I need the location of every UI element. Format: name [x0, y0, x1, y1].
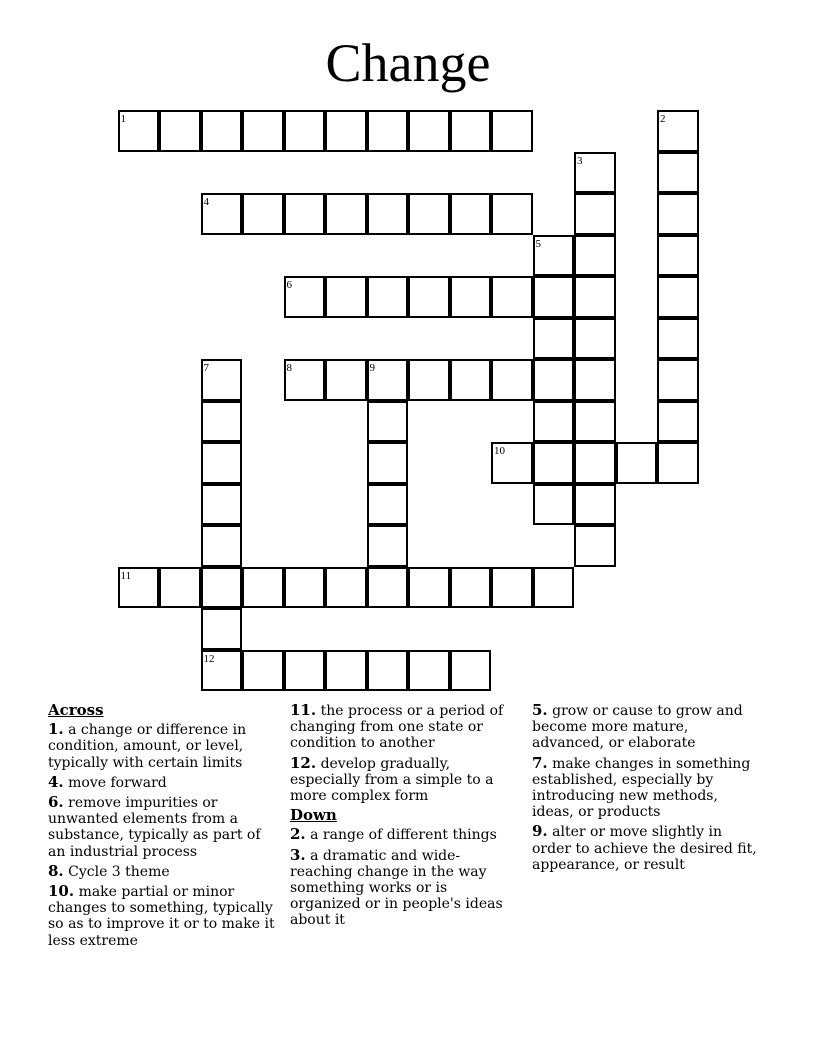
grid-cell[interactable] [574, 193, 616, 235]
clue-text: the process or a period of changing from one state or condition to another [290, 703, 504, 752]
grid-cell[interactable] [367, 276, 409, 318]
clue-text: move forward [68, 774, 167, 791]
grid-cell[interactable] [574, 318, 616, 360]
clue-number-label: 12 [203, 652, 215, 665]
grid-cell[interactable] [201, 608, 243, 650]
grid-cell[interactable] [367, 110, 409, 152]
puzzle-title: Change [325, 33, 491, 93]
grid-cell[interactable] [284, 567, 326, 609]
clue-text: grow or cause to grow and become more mature, advanced, or elaborate [532, 703, 743, 752]
grid-cell[interactable] [325, 193, 367, 235]
clue-down-7 [532, 755, 764, 821]
grid-cell[interactable] [574, 525, 616, 567]
grid-cell[interactable] [201, 650, 243, 692]
grid-cell[interactable] [657, 152, 699, 194]
clue-number-label: 6 [286, 279, 292, 291]
grid-cell[interactable] [408, 359, 450, 401]
grid-cell[interactable] [657, 442, 699, 484]
grid-cell[interactable] [491, 359, 533, 401]
grid-cell[interactable] [491, 110, 533, 152]
grid-cell[interactable] [657, 318, 699, 360]
grid-cell[interactable] [118, 110, 160, 152]
grid-cell[interactable] [201, 442, 243, 484]
grid-cell[interactable] [284, 650, 326, 692]
grid-cell[interactable] [574, 401, 616, 443]
grid-cell[interactable] [201, 567, 243, 609]
grid-cell[interactable] [367, 567, 409, 609]
clue-number-label: 5 [535, 237, 541, 250]
clue-number: 4. [48, 772, 64, 791]
grid-cell[interactable] [533, 401, 575, 443]
clue-number-label: 2 [660, 113, 666, 125]
clue-text: develop gradually, especially from a simple to a more complex form [290, 755, 494, 805]
grid-cell[interactable] [450, 359, 492, 401]
grid-cell[interactable] [408, 110, 450, 152]
clue-across-11 [290, 702, 522, 752]
grid-cell[interactable] [242, 193, 284, 235]
clue-across-8 [48, 863, 280, 880]
grid-cell[interactable] [450, 567, 492, 609]
clues-column-3 [532, 702, 764, 876]
grid-cell[interactable] [325, 650, 367, 692]
clue-number: 12. [290, 753, 317, 772]
clue-text: a change or difference in condition, amount, or level, typically with certain limits [48, 722, 247, 771]
grid-cell[interactable] [159, 567, 201, 609]
grid-cell[interactable] [325, 567, 367, 609]
clue-text: alter or move slightly in order to achieve the desired fit, appearance, or result [532, 824, 757, 873]
grid-cell[interactable] [657, 359, 699, 401]
grid-cell[interactable] [450, 110, 492, 152]
clue-text: remove impurities or unwanted elements from a substance, typically as part of an industrial process [48, 795, 261, 860]
clue-number-label: 11 [120, 569, 132, 582]
clue-number: 6. [48, 793, 64, 812]
grid-cell[interactable] [533, 442, 575, 484]
grid-cell[interactable] [533, 484, 575, 526]
clue-number-label: 7 [203, 362, 209, 374]
clue-across-10 [48, 883, 280, 949]
clue-down-9 [532, 823, 764, 873]
clue-text: a range of different things [310, 827, 497, 844]
clue-down-5 [532, 702, 764, 752]
grid-cell[interactable] [284, 110, 326, 152]
grid-cell[interactable] [284, 359, 326, 401]
clue-text: make changes in something established, especially by introducing new methods, ideas, or products [532, 755, 751, 821]
clue-number-label: 3 [577, 154, 583, 167]
grid-cell[interactable] [284, 276, 326, 318]
grid-cell[interactable] [201, 401, 243, 443]
clue-number: 5. [532, 701, 548, 719]
clue-text: a dramatic and wide-reaching change in the way something works or is organized or in people's ideas about it [290, 847, 503, 929]
clue-text: make partial or minor changes to something, typically so as to improve it or to make it less extreme [48, 884, 275, 949]
grid-cell[interactable] [657, 276, 699, 318]
grid-cell[interactable] [367, 442, 409, 484]
grid-cell[interactable] [450, 276, 492, 318]
grid-cell[interactable] [242, 567, 284, 609]
grid-cell[interactable] [284, 193, 326, 235]
grid-cell[interactable] [367, 525, 409, 567]
grid-cell[interactable] [657, 235, 699, 277]
clue-number: 11. [290, 701, 317, 719]
grid-cell[interactable] [408, 193, 450, 235]
clue-number: 9. [532, 822, 548, 841]
grid-cell[interactable] [367, 484, 409, 526]
clue-across-1 [48, 721, 280, 771]
grid-cell[interactable] [491, 193, 533, 235]
grid-cell[interactable] [201, 110, 243, 152]
clue-number: 7. [532, 753, 548, 772]
grid-cell[interactable] [367, 359, 409, 401]
grid-cell[interactable] [533, 235, 575, 277]
grid-cell[interactable] [533, 318, 575, 360]
grid-cell[interactable] [408, 276, 450, 318]
grid-cell[interactable] [574, 484, 616, 526]
grid-cell[interactable] [574, 276, 616, 318]
grid-cell[interactable] [574, 359, 616, 401]
across-heading: Across [48, 701, 104, 719]
clue-number-label: 10 [494, 445, 505, 457]
grid-cell[interactable] [491, 276, 533, 318]
clue-down-2 [290, 826, 522, 843]
clue-down-3 [290, 847, 522, 929]
clue-across-4 [48, 774, 280, 791]
grid-cell[interactable] [657, 193, 699, 235]
clue-number: 8. [48, 861, 64, 880]
clue-number-label: 8 [286, 362, 292, 374]
grid-cell[interactable] [533, 276, 575, 318]
grid-cell[interactable] [574, 152, 616, 194]
down-heading: Down [290, 806, 337, 825]
grid-cell[interactable] [574, 235, 616, 277]
grid-cell[interactable] [450, 650, 492, 692]
grid-cell[interactable] [201, 525, 243, 567]
grid-cell[interactable] [159, 110, 201, 152]
grid-cell[interactable] [491, 567, 533, 609]
clue-number: 1. [48, 720, 64, 739]
clue-number-label: 1 [120, 113, 126, 125]
grid-cell[interactable] [533, 359, 575, 401]
grid-cell[interactable] [201, 484, 243, 526]
grid-cell[interactable] [408, 650, 450, 692]
grid-cell[interactable] [657, 401, 699, 443]
grid-cell[interactable] [367, 193, 409, 235]
grid-cell[interactable] [325, 110, 367, 152]
grid-cell[interactable] [201, 193, 243, 235]
grid-cell[interactable] [118, 567, 160, 609]
clue-text: Cycle 3 theme [68, 863, 170, 880]
grid-cell[interactable] [408, 567, 450, 609]
grid-cell[interactable] [325, 359, 367, 401]
grid-cell[interactable] [367, 650, 409, 692]
clue-number-label: 4 [203, 196, 209, 208]
grid-cell[interactable] [574, 442, 616, 484]
clue-number: 2. [290, 825, 306, 844]
grid-cell[interactable] [242, 650, 284, 692]
grid-cell[interactable] [533, 567, 575, 609]
grid-cell[interactable] [491, 442, 533, 484]
clue-number: 10. [48, 882, 75, 901]
clue-number: 3. [290, 845, 306, 864]
clue-across-6 [48, 794, 280, 860]
clues-column-1 [48, 702, 280, 952]
grid-cell[interactable] [325, 276, 367, 318]
grid-cell[interactable] [450, 193, 492, 235]
grid-cell[interactable] [242, 110, 284, 152]
grid-cell[interactable] [367, 401, 409, 443]
clue-across-12 [290, 755, 522, 805]
grid-cell[interactable] [616, 442, 658, 484]
grid-cell[interactable] [201, 359, 243, 401]
clues-column-2 [290, 702, 522, 932]
clue-number-label: 9 [369, 362, 375, 374]
grid-cell[interactable] [657, 110, 699, 152]
